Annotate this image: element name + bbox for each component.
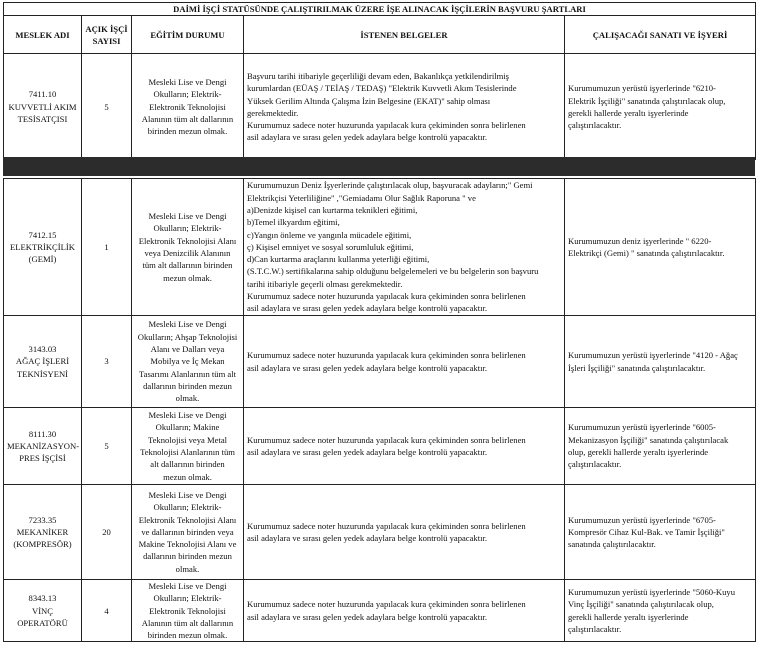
open-positions-count: 4	[82, 580, 132, 642]
education-line: veya Denizcilik Alanının	[144, 248, 231, 258]
document-line: Kurumumuz sadece noter huzurunda yapılacak kura çekiminden sonra belirlenen	[247, 434, 526, 445]
document-line: asil adaylara ve sırası gelen yedek adaylara belge kontrolü yapacaktır.	[247, 362, 488, 373]
table-row	[4, 485, 756, 580]
workplace-line: Mekanizasyon İşçiliği" sanatında çalıştırılacak	[568, 434, 729, 445]
workplace-line: Kurumumuzun yerüstü işyerlerinde "4120 - Ağaç	[568, 350, 738, 361]
document-line: Kurumumuz sadece noter huzurunda yapılacak kura çekiminden sonra belirlenen	[247, 599, 526, 610]
header-egitim: EĞİTİM DURUMU	[132, 16, 244, 54]
document-line: a)Denizde kişisel can kurtarma teknikleri eğitimi,	[247, 204, 418, 215]
education-line: Okulların; Ahşap Teknolojisi	[137, 331, 238, 342]
education-cell	[132, 485, 244, 580]
education-line: Elektronik Teknolojisi Alanı	[138, 514, 237, 525]
education-line: olmak.	[175, 393, 200, 404]
header-row	[4, 16, 756, 54]
education-line: birinden mezun olmak.	[147, 630, 228, 641]
education-line: dallarının birinden mezun	[143, 551, 232, 562]
occupation-name: ELEKTRİKÇİLİK	[10, 241, 75, 252]
workplace-line: Kurumumuzun yerüstü işyerlerinde "5060-Kuyu	[568, 587, 735, 598]
document-line: Yüksek Gerilim Altında Çalışma İzin Belgesine (EKAT)" sahip olması	[247, 95, 491, 106]
table-row	[4, 408, 756, 485]
education-line: Makine Teknolojisi Alanı ve	[138, 539, 237, 550]
education-line: tüm alt dallarının birinden	[142, 260, 233, 271]
document-line: asil adaylara ve sırası gelen yedek adaylara belge kontrolü yapacaktır.	[247, 533, 488, 543]
required-documents-cell	[244, 580, 565, 642]
education-line: Mesleki Lise ve Dengi	[148, 211, 227, 222]
document-line: asil adaylara ve sırası gelen yedek adaylara belge kontrolü yapacaktır.	[247, 132, 488, 143]
education-line: alt dallarının birinden	[150, 459, 225, 470]
education-line: Okulların; Elektrik-	[153, 593, 222, 604]
education-line: birinden mezun olmak.	[147, 126, 228, 137]
education-line: Okulların; Elektrik-	[153, 89, 222, 100]
header-belgeler: İSTENEN BELGELER	[244, 16, 565, 54]
occupation-name: TESİSATÇISI	[17, 113, 68, 124]
education-line: Teknolojisi veya Metal	[147, 434, 228, 445]
occupation-cell	[4, 54, 82, 160]
occupation-cell	[4, 316, 82, 408]
required-documents-cell	[244, 485, 565, 580]
occupation-name: (GEMİ)	[28, 254, 57, 265]
document-line: Kurumumuz sadece noter huzurunda yapılacak kura çekiminden sonra belirlenen	[247, 291, 526, 302]
document-line: c)Yangın önleme ve yangınla mücadele eğitimi,	[247, 229, 412, 240]
education-line: mezun olmak.	[163, 471, 212, 482]
required-documents-cell	[244, 316, 565, 408]
table-row	[4, 54, 756, 160]
header-sayi	[82, 16, 132, 54]
education-line: Mesleki Lise ve Dengi	[148, 319, 227, 330]
workplace-line: Kurumumuzun yerüstü işyerlerinde "6210-	[568, 83, 716, 94]
education-line: Okulların; Elektrik-	[153, 223, 222, 234]
education-line: Teknolojisi Alanlarının tüm	[140, 447, 235, 457]
workplace-line: gerekli hallerde yeraltı işyerlerinde	[568, 611, 689, 622]
required-documents-cell	[244, 179, 565, 316]
table-row	[4, 580, 756, 642]
section-divider-band	[3, 157, 755, 176]
education-line: Tasarımı Alanlarının tüm alt	[138, 368, 236, 379]
document-line: Kurumumuz sadece noter huzurunda yapılacak kura çekiminden sonra belirlenen	[247, 120, 526, 131]
education-cell	[132, 179, 244, 316]
workplace-line: Vinç İşçiliği" sanatında çalıştırılacak olup,	[568, 599, 714, 610]
header-sayi-line1: AÇIK İŞÇİ	[85, 23, 128, 34]
table-title: DAİMİ İŞÇİ STATÜSÜNDE ÇALIŞTIRILMAK ÜZERE İŞE ALINACAK İŞÇİLERİN BAŞVURU ŞARTLARI	[4, 3, 756, 16]
document-line: asil adaylara ve sırası gelen yedek adaylara belge kontrolü yapacaktır.	[247, 303, 488, 314]
table-row	[4, 179, 756, 316]
workplace-line: Kurumumuzun deniz işyerlerinde " 6220-	[568, 235, 712, 246]
occupation-name: AĞAÇ İŞLERİ	[15, 356, 70, 367]
document-line: b)Temel ilkyardım eğitimi,	[247, 217, 340, 228]
education-line: Mesleki Lise ve Dengi	[148, 581, 227, 591]
occupation-cell	[4, 580, 82, 642]
occupation-code: 7411.10	[28, 89, 57, 100]
workplace-line: çalıştırılacaktır.	[568, 459, 622, 470]
workplace-cell	[565, 54, 756, 160]
document-line: (S.T.C.W.) sertifikalarına sahip olduğunu belgelemeleri ve bu belgelerin son başvuru	[247, 266, 539, 277]
document-line: Kurumumuz sadece noter huzurunda yapılacak kura çekiminden sonra belirlenen	[247, 350, 526, 361]
table-row	[4, 316, 756, 408]
requirements-table-bottom	[3, 178, 756, 642]
header-meslek: MESLEK ADI	[4, 16, 82, 54]
workplace-line: çalıştırılacaktır.	[568, 624, 622, 635]
workplace-line: Kurumumuzun yerüstü işyerlerinde "6005-	[568, 422, 716, 433]
document-line: kurumlardan (EÜAŞ / TEİAŞ / TEDAŞ) "Elektrik Kuvvetli Akım Tesislerinde	[247, 83, 517, 94]
header-sanat: ÇALIŞACAĞI SANATI VE İŞYERİ	[565, 16, 756, 54]
open-positions-count: 5	[82, 54, 132, 160]
open-positions-count: 20	[82, 485, 132, 580]
education-line: Mobilya ve İç Mekan	[150, 356, 225, 367]
open-positions-count: 3	[82, 316, 132, 408]
document-line: Kurumumuzun Deniz İşyerlerinde çalıştırılacak olup, başvuracak adayların;" Gemi	[247, 180, 533, 191]
workplace-cell	[565, 408, 756, 485]
occupation-cell	[4, 179, 82, 316]
education-line: Alanının tüm alt dallarının	[141, 617, 234, 628]
document-line: ç) Kişisel emniyet ve sosyal sorumluluk eğitimi,	[247, 241, 414, 252]
workplace-line: Kurumumuzun yerüstü işyerlerinde "6705-	[568, 514, 716, 525]
occupation-name: VİNÇ OPERATÖRÜ	[17, 605, 68, 628]
workplace-line: gerekli hallerde yeraltı işyerlerinde	[568, 107, 689, 118]
workplace-line: İşleri İşçiliği" sanatında çalıştırılacaktır.	[568, 362, 706, 373]
education-line: Elektronik Teknolojisi Alanı	[138, 235, 237, 246]
workplace-cell	[565, 485, 756, 580]
occupation-name: MEKANİKER	[16, 526, 69, 537]
required-documents-cell	[244, 54, 565, 160]
open-positions-count: 5	[82, 408, 132, 485]
education-line: mezun olmak.	[163, 272, 212, 283]
education-line: Mesleki Lise ve Dengi	[148, 77, 227, 88]
occupation-name: MEKANİZASYON-	[7, 440, 80, 451]
open-positions-count: 1	[82, 179, 132, 316]
education-line: ve dallarının birinden veya	[141, 526, 234, 537]
occupation-code: 7412.15	[28, 229, 57, 240]
education-cell	[132, 408, 244, 485]
occupation-name: TEKNİSYENİ	[16, 368, 69, 379]
workplace-line: sanatında çalıştırılacaktır.	[568, 539, 656, 550]
education-line: Alanı ve Dalları veya	[150, 344, 225, 355]
requirements-table-top	[3, 2, 756, 160]
workplace-line: çalıştırılacaktır.	[568, 120, 622, 131]
document-line: d)Can kurtarma araçlarını kullanma yeterliği eğitimi,	[247, 254, 430, 265]
education-cell	[132, 316, 244, 408]
workplace-cell	[565, 580, 756, 642]
education-line: Alanının tüm alt dallarının	[141, 113, 234, 124]
workplace-line: olup, gerekli hallerde yeraltı işyerlerinde	[568, 447, 709, 457]
education-line: Mesleki Lise ve Dengi	[148, 410, 227, 421]
occupation-name: KUVVETLİ AKIM	[8, 101, 77, 112]
education-cell	[132, 54, 244, 160]
workplace-cell	[565, 179, 756, 316]
document-line: Elektrikçisi Yeterliliğine" ,"Gemiadamı Olur Sağlık Raporuna " ve	[247, 192, 476, 203]
document-line: Başvuru tarihi itibariyle geçerliliği devam eden, Bakanlıkça yetkilendirilmiş	[247, 70, 510, 81]
occupation-code: 8343.13	[28, 593, 57, 604]
occupation-name: PRES İŞÇİSİ	[19, 453, 66, 464]
occupation-name: (KOMPRESÖR)	[13, 539, 72, 550]
education-line: Elektronik Teknolojisi	[149, 101, 226, 112]
occupation-cell	[4, 408, 82, 485]
occupation-code: 3143.03	[28, 344, 57, 355]
occupation-code: 8111.30	[28, 428, 57, 439]
occupation-code: 7233.35	[28, 514, 57, 525]
occupation-cell	[4, 485, 82, 580]
document-line: asil adaylara ve sırası gelen yedek adaylara belge kontrolü yapacaktır.	[247, 447, 488, 457]
workplace-line: Elektrik İşçiliği" sanatında çalıştırılacak olup,	[568, 95, 726, 106]
education-line: Okulların; Makine	[155, 422, 220, 433]
document-line: asil adaylara ve sırası gelen yedek adaylara belge kontrolü yapacaktır.	[247, 611, 488, 622]
education-line: Okulların; Elektrik-	[153, 502, 222, 513]
education-line: Mesleki Lise ve Dengi	[148, 489, 227, 500]
required-documents-cell	[244, 408, 565, 485]
document-line: tarihi itibariyle geçerli olması gerekmektedir.	[247, 278, 403, 289]
education-line: dallarının birinden mezun	[143, 380, 232, 391]
header-sayi-line2: SAYISI	[92, 35, 121, 46]
document-line: Kurumumuz sadece noter huzurunda yapılacak kura çekiminden sonra belirlenen	[247, 520, 526, 531]
workplace-line: Kompresör Cihaz Kul-Bak. ve Tamir İşçiliği"	[568, 526, 725, 537]
workplace-line: Elektrikçi (Gemi) " sanatında çalıştırılacaktır.	[568, 248, 725, 258]
document-line: gerekmektedir.	[247, 107, 299, 118]
education-cell	[132, 580, 244, 642]
workplace-cell	[565, 316, 756, 408]
education-line: olmak.	[175, 563, 200, 574]
education-line: Elektronik Teknolojisi	[149, 605, 226, 616]
